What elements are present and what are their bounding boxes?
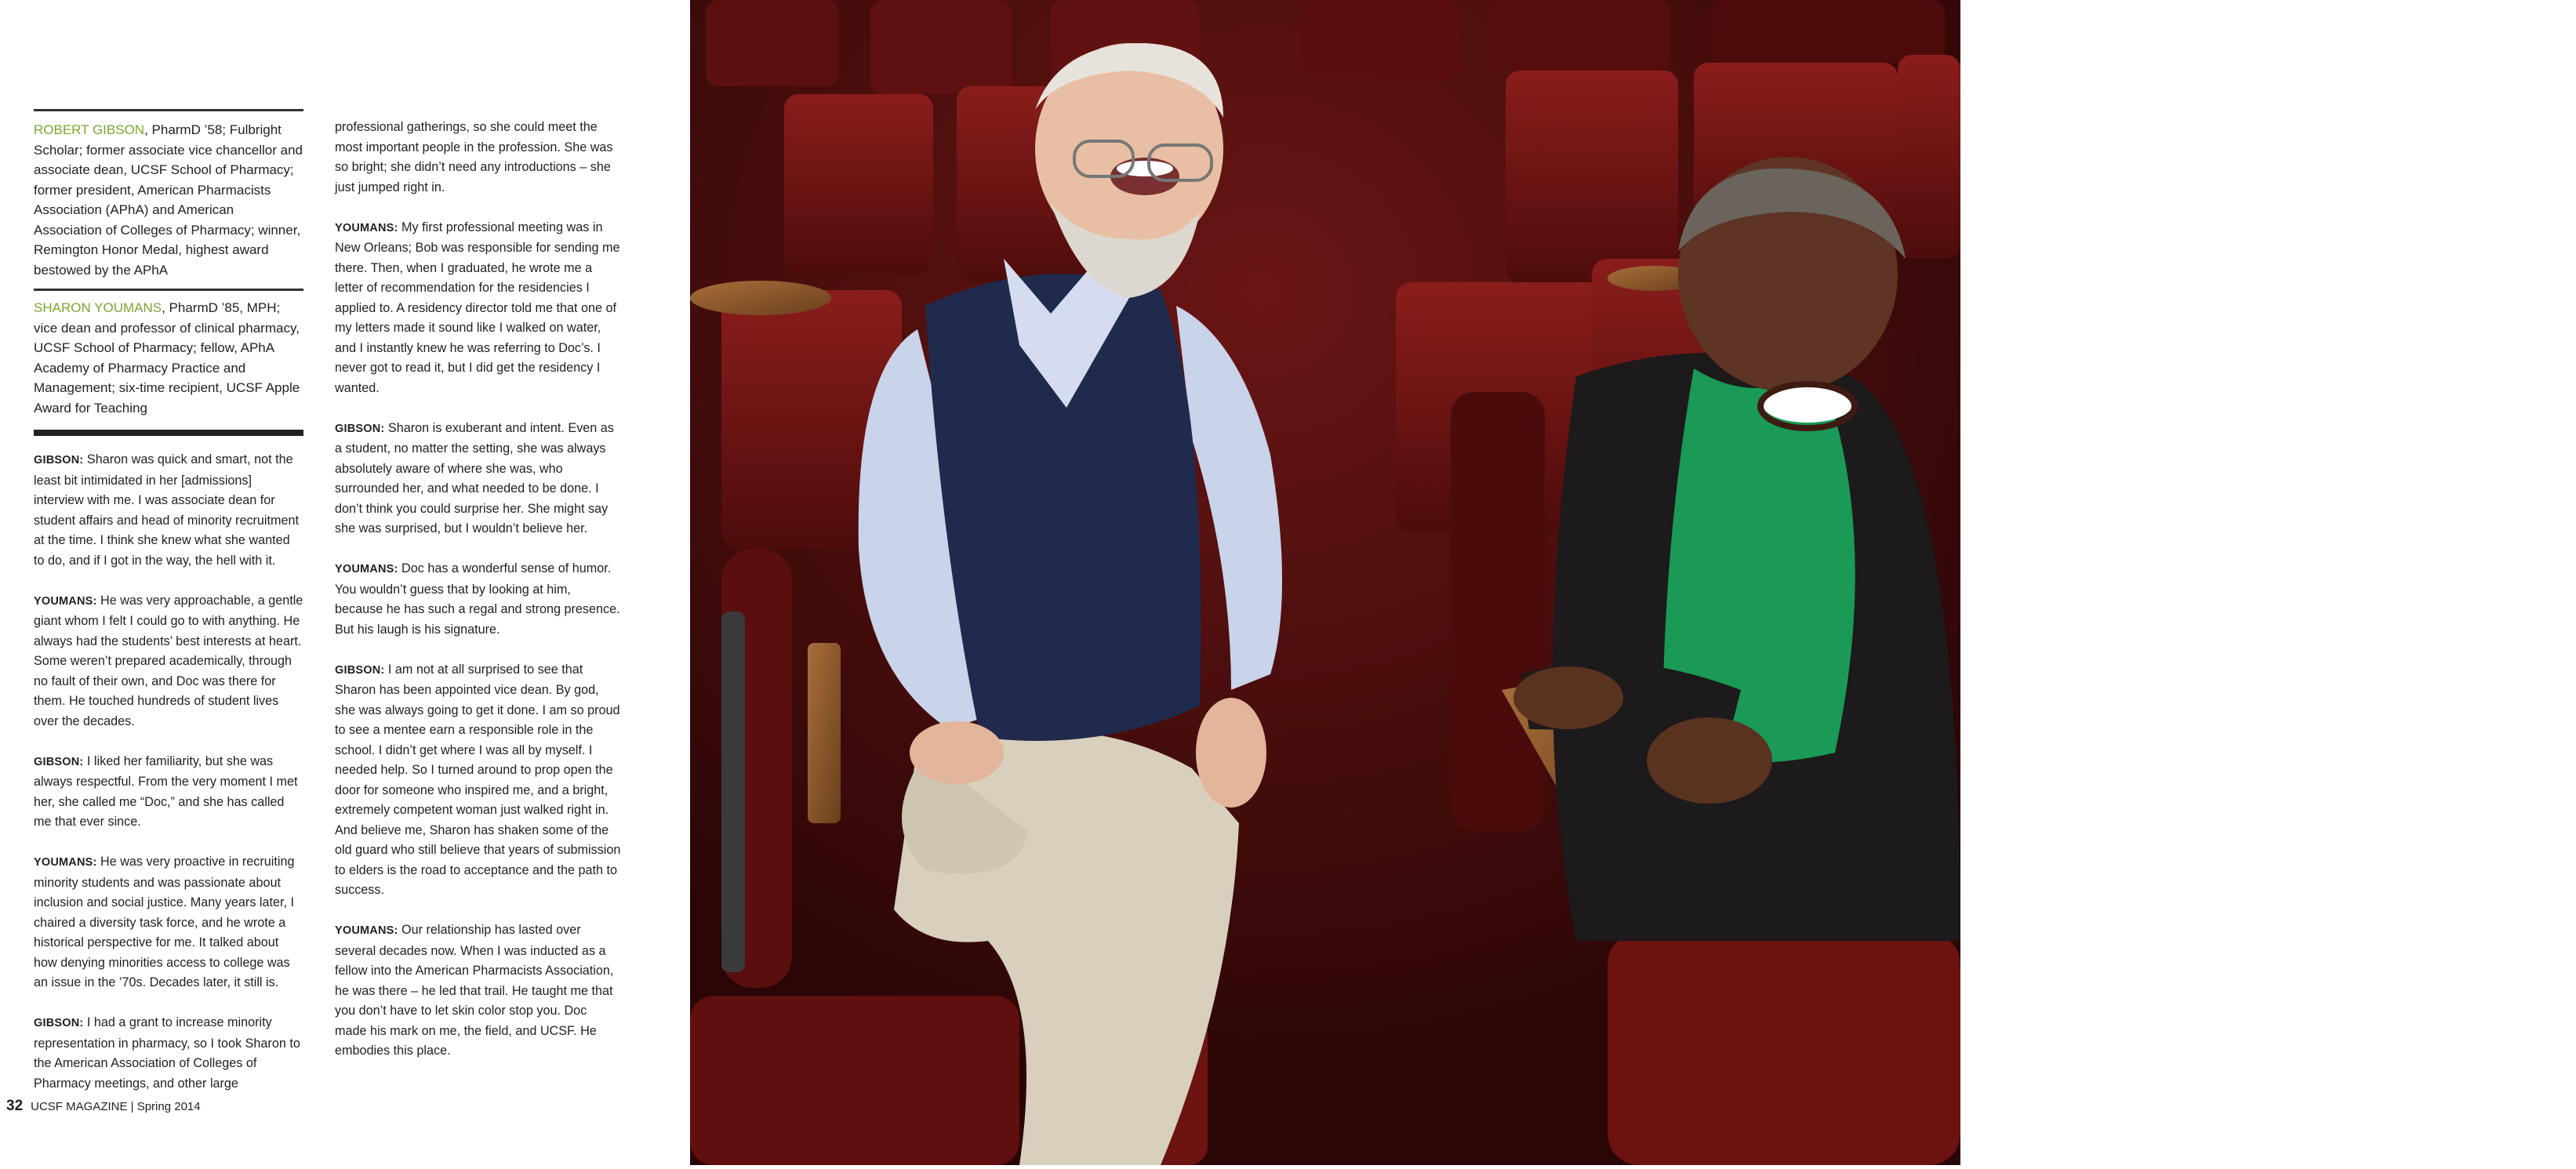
paragraph-text: Sharon is exuberant and intent. Even as a student, no matter the setting, she was always absolutely aware of where she was, who surrounded her, and what needed to be done. I don’t think you could surprise her. She might say she was surprised, but I wouldn’t believe her.: [335, 420, 614, 535]
speaker-label: YOUMANS:: [335, 221, 398, 234]
interview-paragraph: [34, 450, 303, 571]
speaker-label: GIBSON:: [335, 422, 385, 435]
speaker-label: GIBSON:: [335, 663, 385, 677]
portrait-photo: [690, 0, 2558, 1165]
interview-paragraph: [335, 660, 621, 901]
speaker-label: GIBSON:: [34, 454, 84, 467]
footer-publication: UCSF MAGAZINE | Spring 2014: [31, 1100, 201, 1113]
speaker-label: GIBSON:: [34, 755, 84, 768]
bio-text: , PharmD ’85, MPH; vice dean and professor of clinical pharmacy, UCSF School of Pharmacy; fellow, APhA Academy of Pharmacy Practice and Management; six-time recipient, UCSF Apple Award for Teaching: [34, 300, 300, 416]
interview-paragraph: [34, 752, 303, 833]
interview-paragraph: [335, 218, 621, 399]
page-number: 32: [6, 1098, 24, 1114]
bio-text: , PharmD ’58; Fulbright Scholar; former associate vice chancellor and associate dean, UCSF School of Pharmacy; former president, American Pharmacists Association (APhA) and American Association of Colleges of Pharmacy; winner, Remington Honor Medal, highest award bestowed by the APhA: [34, 122, 303, 278]
interview-paragraph: [335, 920, 621, 1062]
paragraph-text: I liked her familiarity, but she was always respectful. From the very moment I met her, she called me “Doc,” and she has called me that ever since.: [34, 753, 298, 829]
paragraph-text: Sharon was quick and smart, not the least bit intimidated in her [admissions] interview with me. I was associate dean for student affairs and head of minority recruitment at the time. I think she knew what she wanted to do, and if I got in the way, the hell with it.: [34, 452, 300, 568]
paragraph-text: He was very approachable, a gentle giant whom I felt I could go to with anything. He always had the students’ best interests at heart. Some weren’t prepared academically, through no fault of their own, and Doc was there for them. He touched hundreds of student lives over the decades.: [34, 593, 303, 728]
paragraph-text: I am not at all surprised to see that Sharon has been appointed vice dean. By god, she was always going to get it done. I am so proud to see a mentee earn a responsible role in the school. I didn’t get where I was all by myself. I needed help. So I turned around to prop open the door for someone who inspired me, and a bright, extremely competent woman just walked right in. And believe me, Sharon has shaken some of the old guard who still believe that years of submission to elders is the road to acceptance and the path to success.: [335, 662, 621, 897]
paragraph-text: I had a grant to increase minority representation in pharmacy, so I took Sharon to the American Association of Colleges of Pharmacy meetings, and other large: [34, 1015, 300, 1091]
interview-paragraph: [34, 852, 303, 993]
column-1: [34, 109, 303, 1114]
paragraph-text: Doc has a wonderful sense of humor. You wouldn’t guess that by looking at him, because he has such a regal and strong presence. But his laugh is his signature.: [335, 561, 620, 637]
speaker-label: YOUMANS:: [335, 563, 398, 575]
page-footer: [6, 1098, 201, 1115]
interview-paragraph: [34, 1013, 303, 1094]
speaker-label: YOUMANS:: [34, 856, 97, 869]
column-2: [335, 118, 621, 1081]
left-page: [0, 0, 690, 1165]
interview-paragraph-continued: professional gatherings, so she could meet the most important people in the profession. She was so bright; she didn’t need any introductions – she just jumped right in.: [335, 120, 613, 194]
paragraph-text: Our relationship has lasted over several decades now. When I was inducted as a fellow into the American Pharmacists Association, he was there – he led that trail. He taught me that you don’t have to let skin color stop you. Doc made his mark on me, the field, and UCSF. He embodies this place.: [335, 923, 614, 1058]
speaker-label: YOUMANS:: [34, 594, 97, 608]
speaker-label: GIBSON:: [34, 1017, 84, 1029]
speaker-label: YOUMANS:: [335, 924, 398, 937]
photo-caption: Robert Gibson and Sharon Youmans, photographed at UCSF’s Toland Hall, February 21, 2014.: [2451, 996, 2558, 1071]
bio-gibson: [34, 109, 303, 289]
bio-block: [34, 109, 303, 436]
bio-youmans: [34, 289, 303, 427]
interview-paragraph: [335, 559, 621, 640]
interview-paragraph: [34, 591, 303, 732]
portrait-illustration: [690, 0, 1960, 1165]
bio-name: SHARON YOUMANS: [34, 300, 162, 315]
paragraph-text: My first professional meeting was in New Orleans; Bob was responsible for sending me there. Then, when I graduated, he wrote me a letter of recommendation for the residencies I applied to. A residency director told me that one of my letters made it sound like I walked on water, and I instantly knew he was referring to Doc’s. I never got to read it, but I did get the residency I wanted.: [335, 220, 620, 395]
interview-paragraph: [335, 419, 621, 539]
bio-name: ROBERT GIBSON: [34, 122, 145, 137]
paragraph-text: He was very proactive in recruiting minority students and was passionate about inclusion and social justice. Many years later, I chaired a diversity task force, and he wrote a historical perspective for me. It talked about how denying minorities access to college was an issue in the ’70s. Decades later, it still is.: [34, 855, 295, 989]
